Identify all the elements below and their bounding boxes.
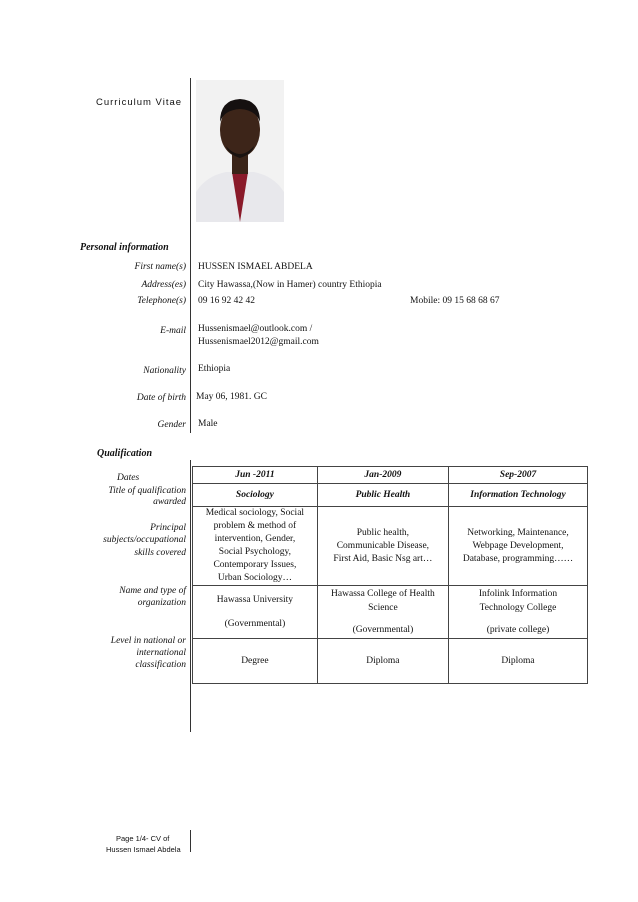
org-name-2: Technology College — [479, 603, 557, 613]
org-name: Infolink Information — [478, 589, 558, 599]
org-label-2: organization — [137, 598, 186, 608]
subject-line: intervention, Gender, — [214, 534, 296, 544]
subject-line: Social Psychology, — [218, 547, 292, 557]
principal-label-3: skills covered — [134, 548, 186, 558]
email-value-2[interactable]: Hussenismael2012@gmail.com — [198, 337, 319, 347]
footer-name: Hussen Ismael Abdela — [106, 845, 181, 854]
table-row-org — [193, 586, 588, 639]
title-cell: Information Technology — [448, 484, 587, 507]
qualification-heading: Qualification — [97, 448, 153, 459]
subject-line: problem & method of — [213, 521, 297, 531]
gender-value: Male — [198, 419, 218, 429]
org-name: Hawassa University — [216, 595, 294, 605]
org-cell — [317, 586, 448, 639]
email-value-1[interactable]: Hussenismael@outlook.com / — [198, 324, 313, 334]
first-name-value: HUSSEN ISMAEL ABDELA — [198, 262, 313, 272]
title-cell: Sociology — [193, 484, 318, 507]
subject-line: Urban Sociology… — [217, 573, 292, 583]
divider-qualification — [190, 460, 191, 732]
address-value: City Hawassa,(Now in Hamer) country Ethiopia — [198, 280, 382, 290]
subject-line: Medical sociology, Social — [205, 508, 305, 518]
title-cell: Public Health — [317, 484, 448, 507]
subject-line: Database, programming…… — [462, 553, 574, 564]
org-name-2: Science — [368, 603, 398, 613]
dates-label: Dates — [117, 473, 140, 483]
level-label-2: international — [136, 648, 186, 658]
level-cell: Diploma — [448, 639, 587, 684]
principal-label-2: subjects/occupational — [103, 535, 186, 545]
level-cell: Degree — [193, 639, 318, 684]
subject-line: Webpage Development, — [472, 540, 564, 551]
gender-label: Gender — [157, 420, 186, 430]
subject-line: Networking, Maintenance, — [467, 527, 569, 538]
footer-page-info: Page 1/4- CV of — [116, 834, 170, 843]
title-label-1: Title of qualification — [108, 486, 186, 496]
table-row-level — [193, 639, 588, 684]
org-name: Hawassa College of Health — [331, 589, 435, 599]
table-row-subjects — [193, 507, 588, 586]
personal-info-heading: Personal information — [80, 242, 169, 253]
org-cell — [448, 586, 587, 639]
org-type: (Governmental) — [352, 625, 414, 635]
divider-footer — [190, 830, 191, 852]
email-label: E-mail — [160, 326, 186, 336]
subjects-cell — [193, 507, 318, 586]
date-cell: Jun -2011 — [193, 467, 318, 484]
org-cell — [193, 586, 318, 639]
org-label-1: Name and type of — [119, 586, 186, 596]
subject-line: Communicable Disease, — [336, 540, 430, 551]
subject-line: Public health, — [356, 527, 410, 538]
org-type: (Governmental) — [224, 619, 286, 629]
table-row-dates — [193, 467, 588, 484]
dob-value: May 06, 1981. GC — [196, 392, 267, 402]
date-cell: Sep-2007 — [448, 467, 587, 484]
level-label-3: classification — [135, 660, 186, 670]
address-label: Address(es) — [141, 280, 186, 290]
dob-label: Date of birth — [136, 393, 186, 403]
subjects-cell — [317, 507, 448, 586]
table-row-titles — [193, 484, 588, 507]
title-label-2: awarded — [153, 497, 186, 507]
telephone-label: Telephone(s) — [137, 296, 186, 306]
org-type: (private college) — [486, 625, 550, 635]
principal-label-1: Principal — [150, 523, 186, 533]
first-name-label: First name(s) — [134, 262, 186, 272]
telephone-value: 09 16 92 42 42 — [198, 296, 255, 306]
subjects-cell — [448, 507, 587, 586]
date-cell: Jan-2009 — [317, 467, 448, 484]
divider-personal — [190, 255, 191, 433]
level-cell: Diploma — [317, 639, 448, 684]
subject-line: First Aid, Basic Nsg art… — [333, 553, 433, 564]
qualification-table — [192, 466, 588, 684]
nationality-value: Ethiopia — [198, 364, 231, 374]
divider-top — [190, 78, 191, 255]
nationality-label: Nationality — [143, 366, 186, 376]
level-label-1: Level in national or — [110, 636, 186, 646]
mobile-value: Mobile: 09 15 68 68 67 — [410, 296, 500, 306]
cv-title: Curriculum Vitae — [96, 97, 183, 108]
subject-line: Contemporary Issues, — [213, 560, 297, 570]
profile-photo — [196, 80, 284, 222]
